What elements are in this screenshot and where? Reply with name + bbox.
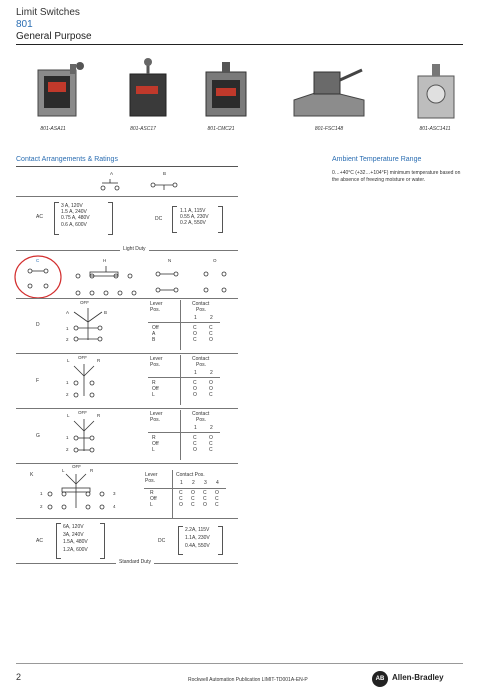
lever-symbol-k [44,470,114,514]
arrangement-f-label: F [36,378,40,384]
header-rule [16,44,463,45]
divider [16,518,238,519]
contact-number: 1 [194,425,197,431]
terminal-1: 1 [40,491,43,496]
table-col-2: O C C [191,490,195,509]
publication-number: Rockwell Automation Publication LIMIT-TD001A-EN-P [188,677,308,683]
product-label: 801-CMC21 [207,126,235,132]
table-col-1: C O O [193,380,197,399]
standard-duty-ac-rating: 6A, 120V [63,524,84,530]
light-duty-ac-rating: 0.75 A, 480V [61,215,90,222]
light-duty-ac-rating: 3 A, 120V [61,203,83,209]
table-col-1: C O C [193,325,197,344]
lever-symbol-f [68,360,108,402]
standard-duty-dc-rating: 0.4A, 550V [185,543,210,549]
table-row: R Off L [152,380,159,399]
arrangement-a-label: A [110,171,114,176]
table-col-2: O C C [209,435,213,454]
terminal-2: 2 [40,504,43,509]
brand-name: Allen-Bradley [392,673,444,682]
product-image-fsc148 [284,60,374,122]
contact-number: 1 [194,370,197,376]
standard-duty-ac-rating: 1.5A, 480V [63,539,88,545]
standard-duty-ac-rating: 3A, 240V [63,531,84,538]
lever-pos-header: Lever Pos. [150,356,163,368]
table-col-2: C C O [209,325,213,344]
arrangement-c-label: C [36,258,40,263]
light-duty-dc-rating: 0.55 A, 230V [180,214,209,221]
contact-number: 1 [194,315,197,321]
table-row: R Off L [150,490,157,509]
bracket [100,523,105,559]
lever-symbol-d [68,304,118,348]
product-image-asa11 [30,60,90,122]
arrangement-o-label: O [213,258,217,263]
footer-rule [16,663,463,664]
header-series: 801 [16,19,33,30]
table-rule [148,322,220,323]
contact-number: 2 [210,425,213,431]
bracket [54,202,59,235]
light-duty-ac-rating: 0.6 A, 600V [61,221,87,228]
terminal-4: 4 [113,504,116,509]
product-image-cmc21 [198,58,258,120]
product-label: 801-ASC1411 [419,126,451,132]
header-category: Limit Switches [16,7,80,18]
arrangement-g-label: G [36,433,40,439]
lever-pos-header: Lever Pos. [145,472,158,484]
terminal-2: 2 [66,392,69,397]
lever-pos-header: Lever Pos. [150,411,163,423]
contact-number: 3 [204,480,207,486]
table-col-1: C C O [193,435,197,454]
contact-number: 4 [216,480,219,486]
product-image-asc1411 [408,60,468,122]
lever-pos-header: Lever Pos. [150,301,163,313]
divider [16,353,238,354]
terminal-3: 3 [113,491,116,496]
page-number: 2 [16,672,22,682]
contact-pos-header: Contact Pos. [176,472,205,478]
product-label: 801-FSC148 [314,126,344,132]
lever-dir-l: L [62,468,65,473]
lever-dir-r: R [90,468,94,473]
standard-duty-caption: Standard Duty [116,559,154,565]
table-col-3: C C O [203,490,207,509]
bracket [218,206,223,233]
arrangement-n-label: N [168,258,172,263]
standard-duty-ac-label: AC [36,538,43,544]
bracket [172,206,177,233]
table-rule [180,410,181,460]
lever-dir-a: A [66,310,70,315]
terminal-2: 2 [66,337,69,342]
table-rule [144,488,226,489]
ambient-temperature-text: 0…+40°C (+32…+104°F) minimum temperature based on the absence of freezing moisture or water. [332,170,461,183]
bracket [218,526,223,555]
lever-dir-b: B [104,310,108,315]
arrangement-h-label: H [103,258,107,263]
arrangement-k-label: K [30,472,34,478]
light-duty-ac-label: AC [36,214,43,220]
allen-bradley-logo-icon: AB [372,671,388,687]
contact-number: 1 [180,480,183,486]
contact-number: 2 [192,480,195,486]
bracket [178,526,183,555]
standard-duty-dc-label: DC [158,538,166,544]
table-col-2: O O C [209,380,213,399]
table-rule [148,377,220,378]
standard-duty-dc-rating: 1.1A, 230V [185,535,210,541]
divider [16,463,238,464]
bracket [56,523,61,559]
terminal-2: 2 [66,447,69,452]
terminal-1: 1 [66,380,69,385]
light-duty-dc-rating: 0.2 A, 550V [180,220,206,227]
light-duty-caption: Light Duty [120,246,149,252]
divider [16,298,238,299]
table-col-1: C C O [179,490,183,509]
contact-arrangements-title: Contact Arrangements & Ratings [16,156,118,163]
contact-pos-header: Contact Pos. [192,301,210,313]
light-duty-dc-rating: 1.1 A, 115V [180,208,206,214]
standard-duty-ac-rating: 1.2A, 600V [63,546,88,553]
terminal-1: 1 [66,435,69,440]
lever-dir-l: L [67,358,70,363]
light-duty-dc-label: DC [155,216,163,222]
header-subtitle: General Purpose [16,31,92,42]
bracket [108,202,113,235]
ambient-temperature-title: Ambient Temperature Range [332,156,422,163]
lever-off-label: OFF [72,464,81,469]
contact-symbol-ab [96,176,196,194]
contact-pos-header: Contact Pos. [192,356,210,368]
table-row: R Off L [152,435,159,454]
table-rule [180,355,181,405]
terminal-1: 1 [66,326,69,331]
table-rule [180,300,181,350]
contact-number: 2 [210,315,213,321]
table-col-4: O C C [215,490,219,509]
arrangement-d-label: D [36,322,40,328]
lever-symbol-g [68,415,108,457]
divider [16,196,238,197]
section-rule [16,166,238,167]
light-duty-ac-rating: 1.5 A, 240V [61,209,87,216]
lever-off-label: OFF [78,355,87,360]
table-rule [172,470,173,518]
product-label: 801-ASC17 [130,126,156,132]
table-row: Off A B [152,325,159,344]
lever-dir-l: L [67,413,70,418]
lever-off-label: OFF [80,300,89,305]
lever-off-label: OFF [78,410,87,415]
lever-dir-r: R [97,413,101,418]
product-label: 801-ASA11 [40,126,66,132]
annotation-circle [12,252,64,302]
product-image-asc17 [120,58,180,120]
lever-dir-r: R [97,358,101,363]
divider [16,408,238,409]
standard-duty-dc-rating: 2.2A, 115V [185,527,210,533]
contact-number: 2 [210,370,213,376]
arrangement-b-label: B [163,171,167,176]
table-rule [148,432,220,433]
contact-pos-header: Contact Pos. [192,411,210,423]
